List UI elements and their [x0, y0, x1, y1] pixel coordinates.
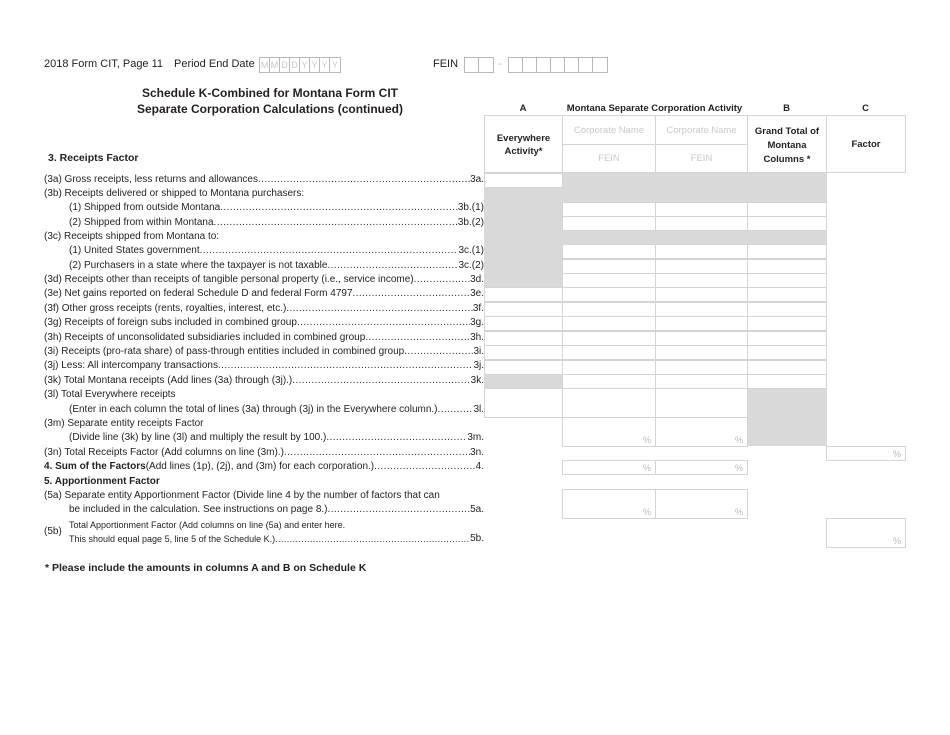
input-3i-a[interactable]: [484, 345, 563, 360]
input-3d-m1[interactable]: [562, 273, 656, 288]
line-3a: (3a) Gross receipts, less returns and allowances ..... 3a.: [44, 174, 484, 186]
date-digit[interactable]: Y: [331, 60, 338, 70]
line-4: 4. Sum of the Factors (Add lines (1p), (2j), and (3m) for each corporation.) ..... 4.: [44, 461, 484, 473]
corp-name-cell-1[interactable]: [562, 115, 656, 145]
input-3g-b[interactable]: [747, 316, 827, 331]
input-3j-m2[interactable]: [655, 360, 748, 375]
receipts-factor-heading: 3. Receipts Factor: [48, 152, 139, 164]
input-3g-a[interactable]: [484, 316, 563, 331]
input-3i-m1[interactable]: [562, 345, 656, 360]
line-5b: Total Apportionment Factor (Add columns on line (5a) and enter here.: [69, 520, 346, 530]
input-3k-m2[interactable]: [655, 374, 748, 389]
line-3m-detail: (Divide line (3k) by line (3l) and multiply the result by 100.) ..... 3m.: [69, 432, 484, 444]
input-4-m2[interactable]: [655, 460, 748, 475]
shaded-area: [562, 173, 827, 202]
line-3c2: (2) Purchasers in a state where the taxpayer is not taxable ..... 3c.(2): [69, 260, 484, 272]
shaded-area: [747, 389, 827, 446]
period-end-date-field[interactable]: [259, 57, 341, 73]
line-3e: (3e) Net gains reported on federal Schedule D and federal Form 4797 ..... 3e.: [44, 288, 484, 300]
fein-separator: -: [498, 58, 502, 70]
input-3f-m2[interactable]: [655, 302, 748, 317]
input-3f-m1[interactable]: [562, 302, 656, 317]
date-digit[interactable]: Y: [310, 58, 320, 72]
input-3m-m2[interactable]: [655, 417, 748, 447]
line-3d: (3d) Receipts other than receipts of tangible personal property (i.e., service income) ..... 3d.: [44, 274, 484, 286]
input-5a-m2[interactable]: [655, 489, 748, 519]
grand-total-label: Grand Total of Montana Columns *: [754, 126, 820, 165]
input-3k-b[interactable]: [747, 374, 827, 389]
input-3g-m1[interactable]: [562, 316, 656, 331]
percent-sign: %: [734, 435, 743, 445]
input-3b2-m1[interactable]: [562, 216, 656, 231]
input-3b1-m2[interactable]: [655, 202, 748, 217]
input-5b-factor[interactable]: [826, 518, 906, 548]
line-3j: (3j) Less: All intercompany transactions ..... 3j.: [44, 360, 484, 372]
corp-fein-cell-1[interactable]: [562, 144, 656, 173]
period-end-label: Period End Date: [174, 58, 255, 70]
input-4-m1[interactable]: [562, 460, 656, 475]
shaded-area: [484, 187, 563, 288]
percent-sign: %: [642, 435, 651, 445]
input-3h-m2[interactable]: [655, 331, 748, 346]
input-3k-m1[interactable]: [562, 374, 656, 389]
input-3g-m2[interactable]: [655, 316, 748, 331]
corp-fein-cell-2[interactable]: [655, 144, 748, 173]
input-3f-b[interactable]: [747, 302, 827, 317]
input-3l-a[interactable]: [484, 388, 563, 418]
grand-total-header-cell: [747, 115, 827, 173]
input-5a-m1[interactable]: [562, 489, 656, 519]
line-3f: (3f) Other gross receipts (rents, royalties, interest, etc.) ..... 3f.: [44, 303, 484, 315]
everywhere-activity-label: Everywhere Activity*: [496, 133, 551, 157]
fein-suffix-field[interactable]: [508, 57, 608, 73]
line-5b-number: (5b): [44, 526, 62, 537]
input-3c1-m2[interactable]: [655, 244, 748, 259]
line-3l-detail: (Enter in each column the total of lines (3a) through (3j) in the Everywhere column.) ..... 3l.: [69, 404, 484, 416]
percent-sign: %: [642, 463, 651, 473]
line-3c1: (1) United States government ..... 3c.(1): [69, 245, 484, 257]
everywhere-header-cell: [484, 115, 563, 173]
footnote: * Please include the amounts in columns A and B on Schedule K: [45, 562, 367, 574]
date-digit[interactable]: M: [270, 60, 279, 70]
line-3k: (3k) Total Montana receipts (Add lines (3a) through (3j).) ..... 3k.: [44, 375, 484, 387]
input-3h-m1[interactable]: [562, 331, 656, 346]
line-3b: (3b) Receipts delivered or shipped to Montana purchasers:: [44, 188, 305, 199]
date-digit[interactable]: Y: [300, 58, 310, 72]
column-a-letter: A: [519, 103, 527, 114]
form-page-label: 2018 Form CIT, Page 11: [44, 58, 164, 70]
line-3i: (3i) Receipts (pro-rata share) of pass-through entities included in combined group ..... 3i.: [44, 346, 484, 358]
fein-label: FEIN: [433, 58, 459, 70]
input-3c1-m1[interactable]: [562, 244, 656, 259]
line-5a-detail: be included in the calculation. See instructions on page 8.) ..... 5a.: [69, 504, 484, 516]
input-3b2-m2[interactable]: [655, 216, 748, 231]
input-3c2-b[interactable]: [747, 259, 827, 274]
fein-placeholder: FEIN: [598, 153, 620, 164]
fein-placeholder: FEIN: [690, 153, 713, 164]
fein-prefix-field[interactable]: [464, 57, 494, 73]
input-3j-a[interactable]: [484, 360, 563, 375]
line-3h: (3h) Receipts of unconsolidated subsidiaries included in combined group ..... 3h.: [44, 332, 484, 344]
input-3a-everywhere[interactable]: [484, 173, 563, 188]
column-b-letter: B: [783, 103, 790, 114]
line-3b2: (2) Shipped from within Montana ..... 3b.(2): [69, 217, 484, 229]
input-3l-m2[interactable]: [655, 388, 748, 418]
apportionment-factor-heading: 5. Apportionment Factor: [44, 476, 160, 487]
line-3g: (3g) Receipts of foreign subs included in combined group ..... 3g.: [44, 317, 484, 329]
input-3b1-b[interactable]: [747, 202, 827, 217]
date-digit[interactable]: D: [290, 58, 300, 72]
input-3j-b[interactable]: [747, 360, 827, 375]
percent-sign: %: [734, 463, 743, 473]
input-3i-b[interactable]: [747, 345, 827, 360]
percent-sign: %: [734, 507, 743, 517]
line-3n: (3n) Total Receipts Factor (Add columns on line (3m).) ..... 3n.: [44, 447, 484, 459]
input-3j-m1[interactable]: [562, 360, 656, 375]
line-5a: (5a) Separate entity Apportionment Factor (Divide line 4 by the number of factors that can: [44, 490, 440, 501]
input-3e-b[interactable]: [747, 287, 827, 302]
percent-sign: %: [892, 449, 901, 459]
line-3l: (3l) Total Everywhere receipts: [44, 389, 176, 400]
corp-name-cell-2[interactable]: [655, 115, 748, 145]
input-3d-m2[interactable]: [655, 273, 748, 288]
percent-sign: %: [892, 536, 901, 546]
line-3b1: (1) Shipped from outside Montana ..... 3b.(1): [69, 202, 484, 214]
schedule-subtitle: Separate Corporation Calculations (continued): [136, 102, 404, 116]
input-3b1-m1[interactable]: [562, 202, 656, 217]
input-3e-m2[interactable]: [655, 287, 748, 302]
montana-group-header: Montana Separate Corporation Activity: [566, 103, 743, 114]
shaded-area: [484, 375, 563, 389]
schedule-title: Schedule K-Combined for Montana Form CIT: [141, 86, 398, 100]
shaded-area: [562, 230, 827, 244]
input-3e-m1[interactable]: [562, 287, 656, 302]
date-digit[interactable]: M: [260, 60, 269, 70]
percent-sign: %: [642, 507, 651, 517]
date-digit[interactable]: Y: [320, 58, 330, 72]
input-3l-m1[interactable]: [562, 388, 656, 418]
line-3c: (3c) Receipts shipped from Montana to:: [44, 231, 220, 242]
input-3b2-b[interactable]: [747, 216, 827, 231]
input-3h-a[interactable]: [484, 331, 563, 346]
input-3e-a[interactable]: [484, 287, 563, 302]
date-digit[interactable]: D: [280, 58, 290, 72]
input-3h-b[interactable]: [747, 331, 827, 346]
factor-header-cell: [826, 115, 906, 173]
input-3f-a[interactable]: [484, 302, 563, 317]
corp-name-placeholder: Corporate Name: [573, 125, 645, 136]
input-3c1-b[interactable]: [747, 244, 827, 259]
input-3d-b[interactable]: [747, 273, 827, 288]
input-3c2-m1[interactable]: [562, 259, 656, 274]
input-3i-m2[interactable]: [655, 345, 748, 360]
corp-name-placeholder: Corporate Name: [666, 125, 737, 136]
factor-label: Factor: [851, 139, 881, 150]
line-5b-detail: This should equal page 5, line 5 of the Schedule K.) ..... 5b.: [69, 533, 484, 545]
input-3m-m1[interactable]: [562, 417, 656, 447]
input-3c2-m2[interactable]: [655, 259, 748, 274]
input-3n-factor[interactable]: [826, 446, 906, 461]
column-c-letter: C: [862, 103, 869, 114]
line-3m: (3m) Separate entity receipts Factor: [44, 418, 204, 429]
